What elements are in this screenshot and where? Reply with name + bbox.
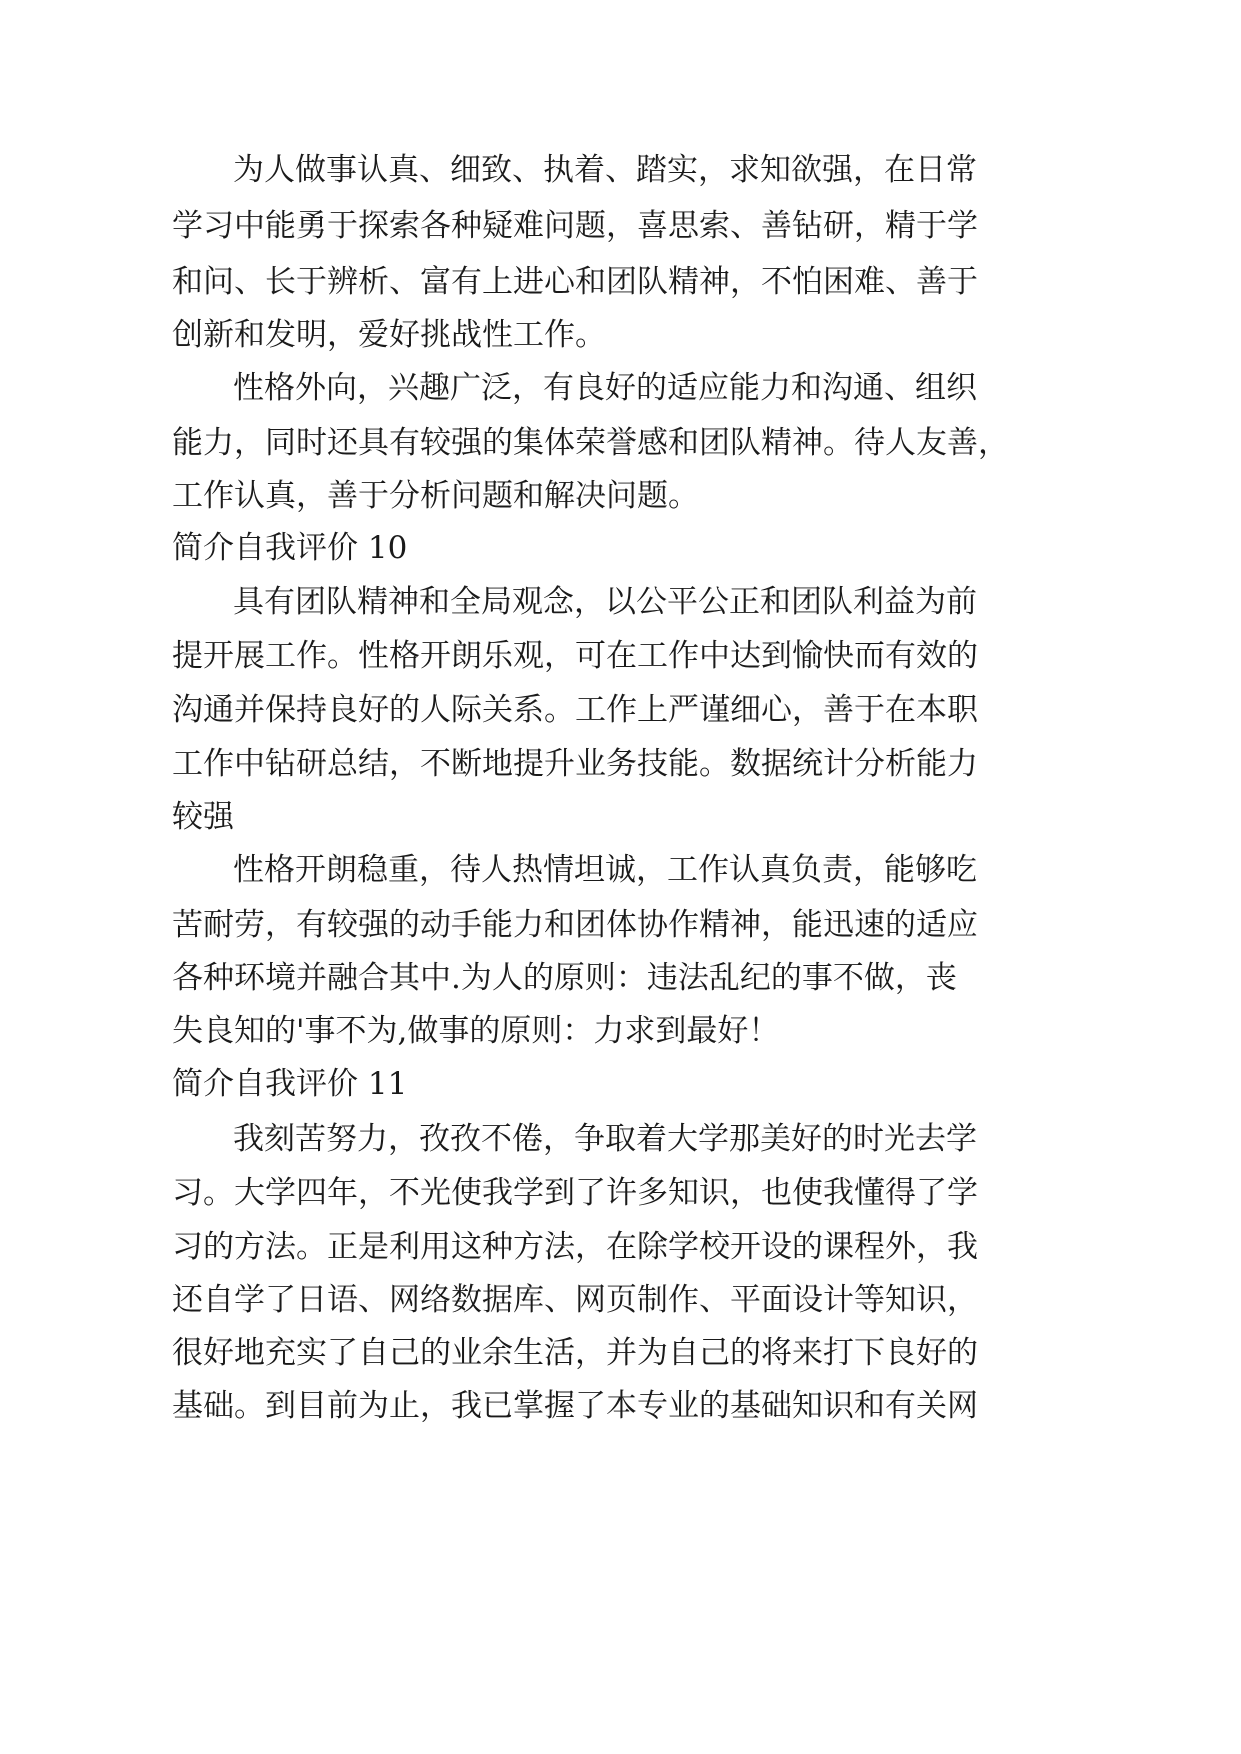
text-line: 学习中能勇于探索各种疑难问题，喜思索、善钻研，精于学	[172, 208, 978, 244]
text-line: 较强	[172, 799, 234, 835]
text-line: 为人做事认真、细致、执着、踏实，求知欲强，在日常	[233, 152, 977, 188]
paragraph-line	[0, 1109, 1241, 1169]
text-line: 基础。到目前为止，我已掌握了本专业的基础知识和有关网	[172, 1388, 978, 1424]
paragraph-line	[0, 572, 1241, 632]
paragraph-line	[0, 787, 1241, 847]
paragraph-line	[0, 1163, 1241, 1223]
paragraph-line	[0, 626, 1241, 686]
paragraph-line	[0, 466, 1241, 526]
paragraph-line	[0, 840, 1241, 900]
paragraph-line	[0, 1323, 1241, 1383]
paragraph-line	[0, 196, 1241, 256]
text-line: 我刻苦努力，孜孜不倦，争取着大学那美好的时光去学	[233, 1121, 977, 1157]
paragraph-line	[0, 413, 1241, 473]
text-line: 很好地充实了自己的业余生活，并为自己的将来打下良好的	[172, 1335, 978, 1371]
paragraph-line	[0, 1217, 1241, 1277]
text-line: 工作认真，善于分析问题和解决问题。	[172, 478, 699, 514]
paragraph-line	[0, 1270, 1241, 1330]
text-line: 提开展工作。性格开朗乐观，可在工作中达到愉快而有效的	[172, 638, 978, 674]
paragraph-line	[0, 140, 1241, 200]
text-line: 苦耐劳，有较强的动手能力和团体协作精神，能迅速的适应	[172, 907, 978, 943]
paragraph-line	[0, 895, 1241, 955]
paragraph-line	[0, 1376, 1241, 1436]
paragraph-line	[0, 680, 1241, 740]
text-line: 性格外向，兴趣广泛，有良好的适应能力和沟通、组织	[233, 370, 977, 406]
paragraph-line	[0, 358, 1241, 418]
text-line: 创新和发明，爱好挑战性工作。	[172, 317, 606, 353]
text-line: 还自学了日语、网络数据库、网页制作、平面设计等知识，	[172, 1282, 978, 1318]
heading-text: 简介自我评价 10	[172, 530, 408, 566]
text-line: 能力，同时还具有较强的集体荣誉感和团队精神。待人友善，	[172, 425, 1009, 461]
text-line: 失良知的'事不为,做事的原则：力求到最好！	[172, 1013, 780, 1049]
text-line: 习。大学四年，不光使我学到了许多知识，也使我懂得了学	[172, 1175, 978, 1211]
text-line: 性格开朗稳重，待人热情坦诚，工作认真负责，能够吃	[233, 852, 977, 888]
text-line: 习的方法。正是利用这种方法，在除学校开设的课程外，我	[172, 1229, 978, 1265]
paragraph-line	[0, 948, 1241, 1008]
paragraph-line	[0, 252, 1241, 312]
section-heading	[0, 1054, 1241, 1114]
heading-text: 简介自我评价 11	[172, 1066, 408, 1102]
section-heading	[0, 518, 1241, 578]
paragraph-line	[0, 1001, 1241, 1061]
paragraph-line	[0, 305, 1241, 365]
text-line: 沟通并保持良好的人际关系。工作上严谨细心，善于在本职	[172, 692, 978, 728]
text-line: 具有团队精神和全局观念，以公平公正和团队利益为前	[233, 584, 977, 620]
text-line: 工作中钻研总结，不断地提升业务技能。数据统计分析能力	[172, 746, 978, 782]
text-line: 和问、长于辨析、富有上进心和团队精神，不怕困难、善于	[172, 264, 978, 300]
text-line: 各种环境并融合其中.为人的原则：违法乱纪的事不做，丧	[172, 960, 957, 996]
paragraph-line	[0, 734, 1241, 794]
